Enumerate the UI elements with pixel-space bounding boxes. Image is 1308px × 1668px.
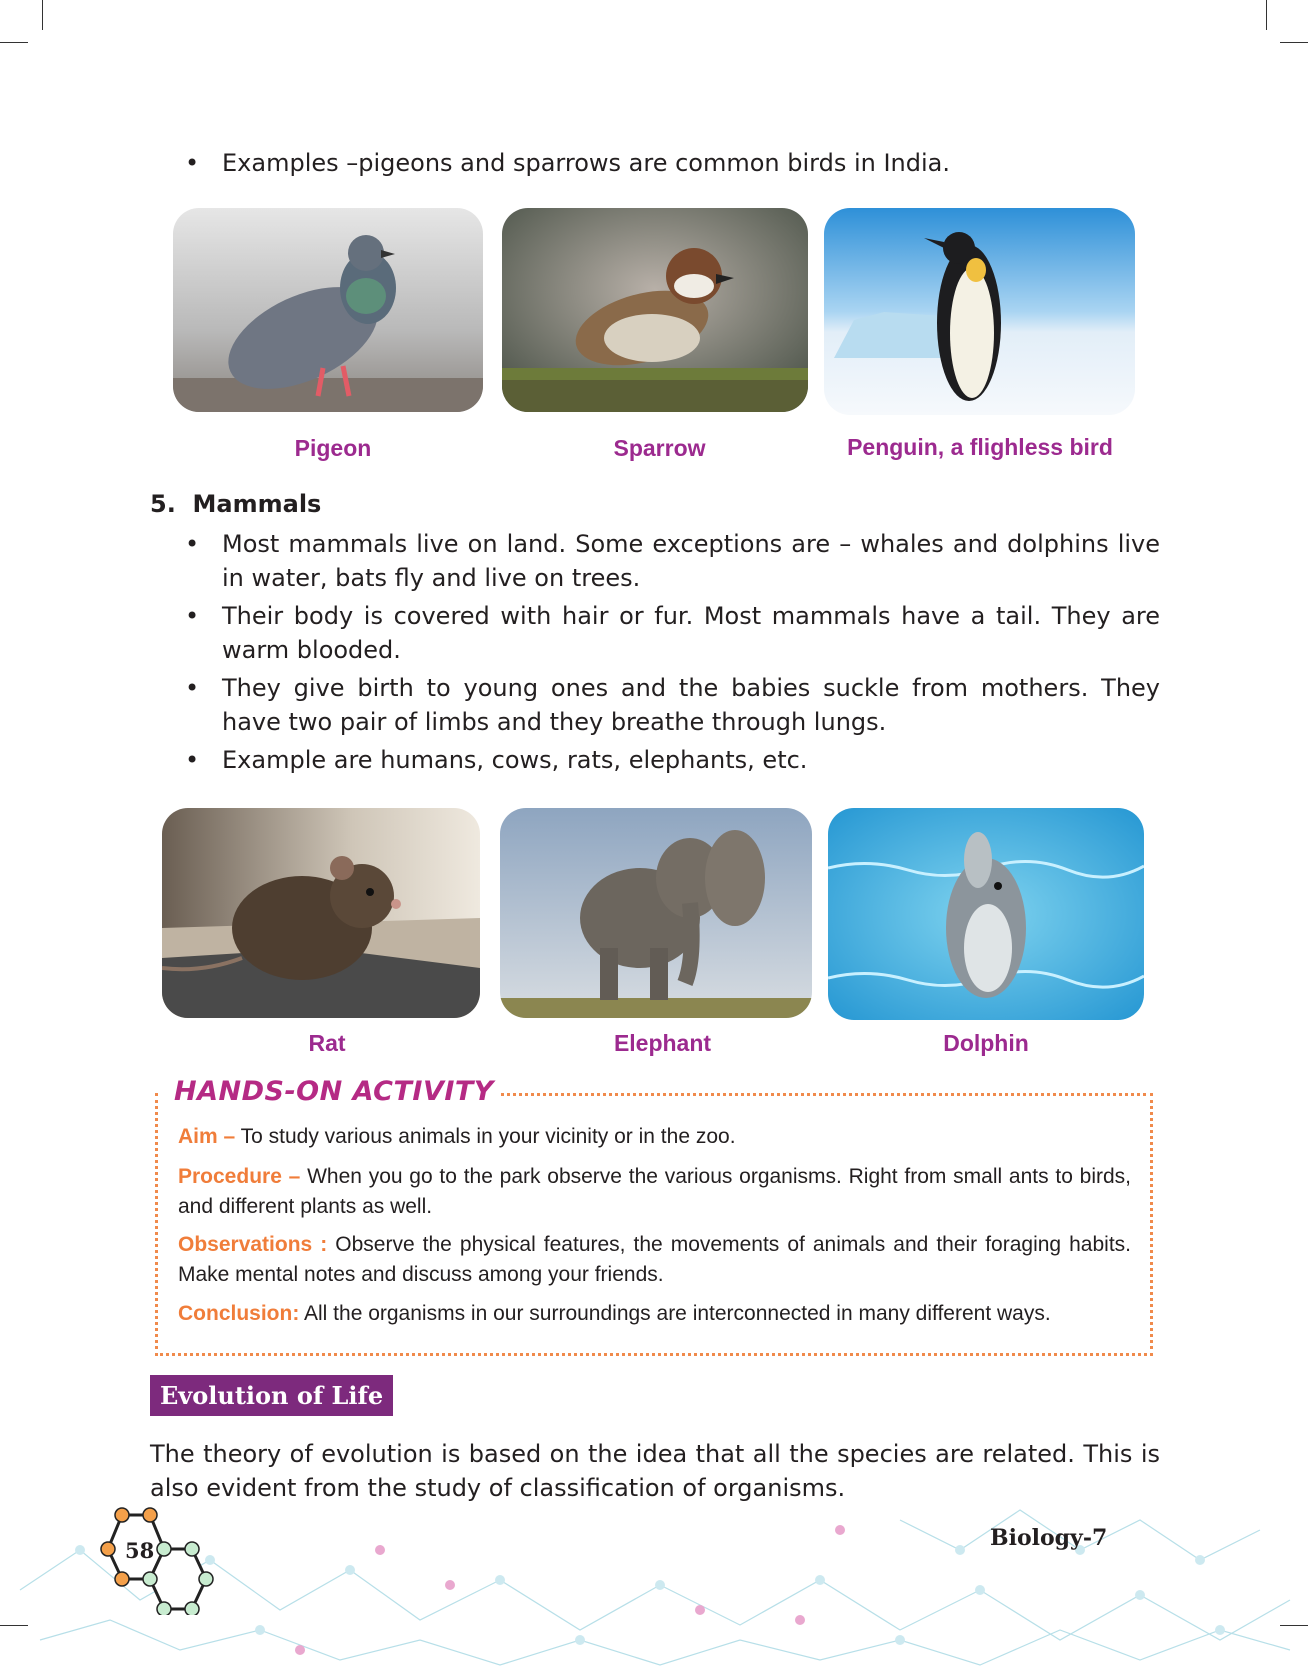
observations-label: Observations :	[178, 1233, 328, 1256]
dolphin-caption: Dolphin	[943, 1030, 1029, 1056]
procedure-text: When you go to the park observe the various organisms. Right from small ants to birds, and different plants as well.	[178, 1165, 1131, 1218]
conclusion-label: Conclusion:	[178, 1302, 300, 1325]
rat-caption: Rat	[308, 1030, 346, 1056]
book-title: Biology-7	[990, 1525, 1108, 1551]
aim-text: To study various animals in your vicinity or in the zoo.	[235, 1125, 736, 1148]
page-number: 58	[125, 1538, 155, 1563]
elephant-caption: Elephant	[613, 1030, 712, 1056]
sparrow-photo	[502, 208, 808, 412]
hexagon-badge	[95, 1505, 235, 1615]
intro-list	[185, 146, 1160, 184]
activity-aim	[178, 1122, 1131, 1152]
pigeon-caption: Pigeon	[294, 435, 372, 461]
activity-conclusion	[178, 1299, 1131, 1329]
crop-mark	[0, 42, 28, 43]
procedure-label: Procedure –	[178, 1165, 301, 1188]
conclusion-text: All the organisms in our surroundings are interconnected in many different ways.	[299, 1302, 1051, 1325]
list-item: • They give birth to young ones and the babies suckle from mothers. They have two pair of limbs and they breathe through lungs.	[185, 671, 1160, 739]
list-item: • Example are humans, cows, rats, elephants, etc.	[185, 743, 1160, 777]
evolution-paragraph: The theory of evolution is based on the idea that all the species are related. This is also evident from the study of classification of organisms.	[150, 1440, 1160, 1502]
penguin-photo	[824, 208, 1135, 415]
crop-mark	[1280, 42, 1308, 43]
sparrow-caption: Sparrow	[613, 435, 706, 461]
crop-mark	[42, 0, 43, 30]
elephant-photo	[500, 808, 812, 1018]
list-item: • Their body is covered with hair or fur. Most mammals have a tail. They are warm blooded.	[185, 599, 1160, 667]
activity-observations	[178, 1230, 1131, 1290]
evolution-heading: Evolution of Life	[150, 1375, 393, 1416]
activity-procedure	[178, 1162, 1131, 1222]
penguin-caption: Penguin, a flighless bird	[847, 434, 1113, 460]
activity-title: HANDS-ON ACTIVITY	[168, 1076, 500, 1107]
mammals-heading: 5. Mammals	[150, 490, 322, 518]
pigeon-photo	[173, 208, 483, 412]
activity-divider	[458, 1093, 1153, 1096]
mammals-list	[185, 527, 1160, 781]
list-item: • Most mammals live on land. Some exceptions are – whales and dolphins live in water, bats fly and live on trees.	[185, 527, 1160, 595]
dolphin-photo	[828, 808, 1144, 1020]
aim-label: Aim –	[178, 1125, 236, 1148]
intro-bullet: • Examples –pigeons and sparrows are common birds in India.	[185, 146, 1160, 180]
crop-mark	[1266, 0, 1267, 30]
rat-photo	[162, 808, 480, 1018]
observations-text: Observe the physical features, the movements of animals and their foraging habits. Make mental notes and discuss among your friends.	[178, 1233, 1131, 1286]
